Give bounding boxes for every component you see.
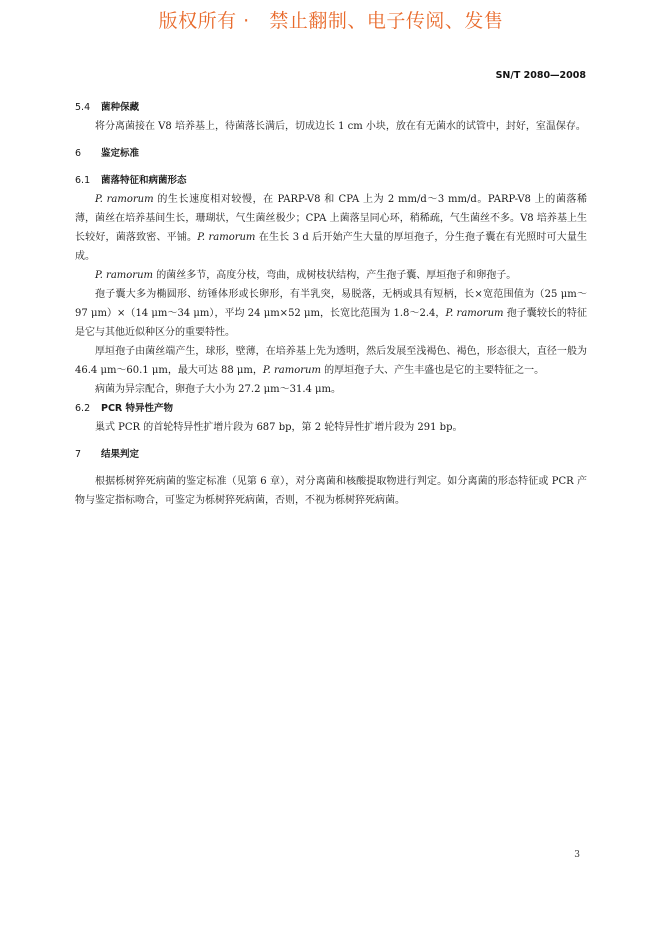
species-name: P. ramorum [197,232,256,243]
species-name: P. ramorum [95,194,154,205]
section-title: 菌落特征和病菌形态 [101,175,187,186]
section-number: 6.2 [75,403,91,414]
section-heading-6-2 [75,399,587,418]
paragraph: 病菌为异宗配合，卵孢子大小为 27.2 μm～31.4 μm。 [95,384,342,395]
paragraph-text: 的生长速度相对较慢，在 PARP-V8 和 CPA 上为 2 mm/d～3 mm/d。PARP-V8 上的菌落稀薄，菌丝在培养基间生长，珊瑚状，气生菌丝极少；CPA 上菌落呈同心环，稍稀疏，气生菌丝不多。V8 培养基上生长较好，菌落致密、平铺。 [75,194,587,243]
section-title: PCR 特异性产物 [101,403,174,414]
section-heading-6-1 [75,171,587,190]
paragraph-text: 在生长 3 d 后开始产生大量的厚垣孢子，分生孢子囊在有光照时可大量生成。 [75,232,587,262]
paragraph-text: 孢子囊较长的特征是它与其他近似种区分的重要特性。 [75,308,587,338]
paragraph-text: 的菌丝多节，高度分枝，弯曲，成树枝状结构，产生孢子囊、厚垣孢子和卵孢子。 [153,270,517,281]
paragraph [75,190,587,266]
species-name: P. ramorum [95,270,154,281]
section-title: 菌种保藏 [101,102,140,113]
paragraph: 将分离菌接在 V8 培养基上，待菌落长满后，切成边长 1 cm 小块，放在有无菌水的试管中，封好，室温保存。 [95,121,586,132]
section-title: 结果判定 [101,449,140,460]
paragraph [75,342,587,380]
paragraph-text: 孢子囊大多为椭圆形、纺锤体形或长卵形，有半乳突，易脱落，无柄或具有短柄，长×宽范围值为（25 μm～97 μm）×（14 μm～34 μm），平均 24 μm×52 μm，长宽比范围为 1.8～2.4， [75,289,587,319]
section-number: 6 [75,148,82,159]
paragraph [75,285,587,342]
paragraph: 巢式 PCR 的首轮特异性扩增片段为 687 bp，第 2 轮特异性扩增片段为 291 bp。 [95,422,463,433]
section-title: 鉴定标准 [101,148,140,159]
standard-code: SN/T 2080—2008 [495,70,586,81]
species-name: P. ramorum [445,308,504,319]
section-number: 7 [75,449,82,460]
section-number: 5.4 [75,102,91,113]
paragraph: 根据栎树猝死病菌的鉴定标准（见第 6 章），对分离菌和核酸提取物进行判定。如分离菌的形态特征或 PCR 产物与鉴定指标吻合，可鉴定为栎树猝死病菌，否则，不视为栎树猝死病菌。 [75,476,587,506]
paragraph-text: 的厚垣孢子大、产生丰盛也是它的主要特征之一。 [320,365,545,376]
section-heading-5-4 [75,98,587,117]
section-number: 6.1 [75,175,91,186]
paragraph [75,266,587,285]
copyright-watermark: 版权所有 · 禁止翻制、电子传阅、发售 [158,10,504,32]
section-heading-6 [75,144,587,163]
page-number: 3 [574,850,580,860]
species-name: P. ramorum [262,365,321,376]
document-body [75,98,587,510]
section-heading-7 [75,445,587,464]
paragraph-text: 厚垣孢子由菌丝端产生，球形，壁薄，在培养基上先为透明，然后发展至浅褐色、褐色，形态很大，直径一般为 46.4 μm～60.1 μm，最大可达 88 μm， [75,346,587,376]
